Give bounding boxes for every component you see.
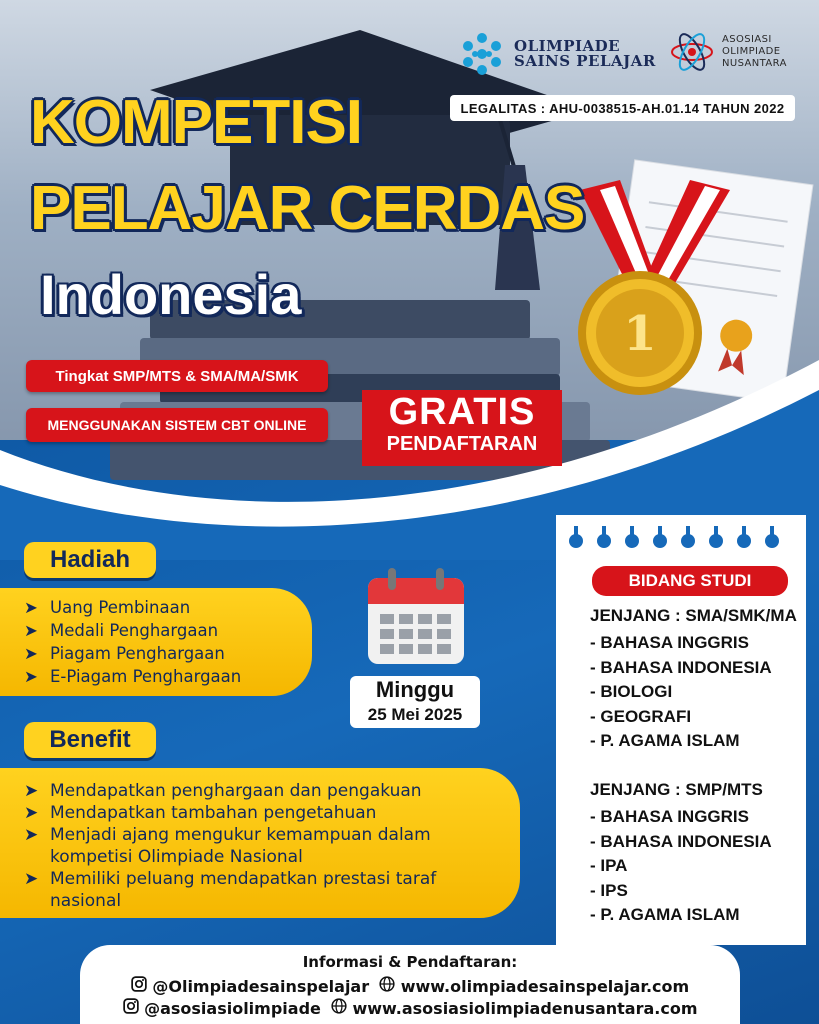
- event-date-value: 25 Mei 2025: [350, 704, 480, 728]
- arrow-icon: ➤: [24, 598, 38, 617]
- arrow-icon: ➤: [24, 644, 38, 663]
- list-item: ➤ Medali Penghargaan: [24, 621, 219, 640]
- jenjang-smp-heading: JENJANG : SMP/MTS: [590, 780, 763, 799]
- gratis-label: GRATIS: [388, 391, 536, 433]
- list-item: - P. AGAMA ISLAM: [590, 905, 740, 924]
- arrow-icon: ➤: [24, 667, 38, 686]
- tingkat-pill: Tingkat SMP/MTS & SMA/MA/SMK: [26, 360, 328, 392]
- event-date: [350, 676, 480, 728]
- medal-number: 1: [623, 306, 657, 362]
- list-item: ➤ Memiliki peluang mendapatkan prestasi taraf nasional: [24, 869, 437, 911]
- hadiah-heading: Hadiah: [24, 542, 156, 578]
- arrow-icon: ➤: [24, 621, 38, 640]
- gratis-pendaftaran-badge: [362, 390, 562, 466]
- instagram-link[interactable]: @asosiasiolimpiade: [123, 998, 321, 1018]
- globe-icon: [379, 976, 395, 992]
- list-item: - IPA: [590, 856, 628, 875]
- atom-icon: [670, 30, 714, 74]
- instagram-icon: [123, 998, 139, 1014]
- aon-logo-line3: NUSANTARA: [722, 58, 787, 69]
- list-item: - GEOGRAFI: [590, 706, 692, 726]
- bidang-studi-heading: BIDANG STUDI: [592, 566, 788, 596]
- osp-logo-line1: OLIMPIADE: [514, 37, 621, 55]
- instagram-icon: [131, 976, 147, 992]
- list-item: ➤ Piagam Penghargaan: [24, 644, 225, 663]
- footer-title: Informasi & Pendaftaran:: [302, 953, 518, 971]
- list-item: - BAHASA INGGRIS: [590, 633, 749, 652]
- list-item: - P. AGAMA ISLAM: [590, 731, 740, 750]
- list-item: ➤ Mendapatkan penghargaan dan pengakuan: [24, 781, 422, 801]
- globe-icon: [331, 998, 347, 1014]
- olimpiade-sains-pelajar-logo: [458, 30, 656, 78]
- instagram-link[interactable]: @Olimpiadesainspelajar: [131, 976, 369, 996]
- calendar-icon: [366, 566, 466, 666]
- pendaftaran-label: PENDAFTARAN: [386, 433, 538, 455]
- benefit-list: [24, 780, 494, 912]
- title-line-3: Indonesia: [40, 263, 302, 326]
- list-item: - BAHASA INDONESIA: [590, 657, 772, 677]
- list-item: ➤ E-Piagam Penghargaan: [24, 667, 242, 686]
- footer-contact-row: [80, 998, 740, 1018]
- list-item: - BIOLOGI: [590, 682, 673, 701]
- benefit-heading: Benefit: [24, 722, 156, 758]
- arrow-icon: ➤: [24, 869, 39, 889]
- title-line-2: PELAJAR CERDAS: [30, 174, 585, 243]
- sma-subject-list: [590, 631, 772, 754]
- event-day: Minggu: [350, 676, 480, 704]
- list-item: - BAHASA INGGRIS: [590, 807, 749, 826]
- hadiah-list: [24, 596, 241, 688]
- arrow-icon: ➤: [24, 803, 39, 823]
- molecule-icon: [458, 30, 506, 78]
- title-line-1: KOMPETISI: [30, 88, 363, 157]
- arrow-icon: ➤: [24, 781, 39, 801]
- website-link[interactable]: www.olimpiadesainspelajar.com: [379, 976, 689, 996]
- list-item: - BAHASA INDONESIA: [590, 831, 772, 851]
- list-item: ➤ Menjadi ajang mengukur kemampuan dalam kompetisi Olimpiade Nasional: [24, 825, 431, 867]
- footer-contact-row: [80, 976, 740, 996]
- aon-logo-line2: OLIMPIADE: [722, 46, 781, 57]
- notebook-rings: [564, 526, 800, 556]
- website-link[interactable]: www.asosiasiolimpiadenusantara.com: [331, 998, 698, 1018]
- legalitas-label: LEGALITAS : AHU-0038515-AH.01.14 TAHUN 2022: [450, 95, 795, 121]
- list-item: - IPS: [590, 880, 628, 900]
- cbt-pill: MENGGUNAKAN SISTEM CBT ONLINE: [26, 408, 328, 442]
- list-item: ➤ Uang Pembinaan: [24, 598, 191, 617]
- aon-logo-line1: ASOSIASI: [722, 34, 772, 45]
- osp-logo-line2: SAINS PELAJAR: [514, 52, 656, 70]
- list-item: ➤ Mendapatkan tambahan pengetahuan: [24, 803, 377, 823]
- smp-subject-list: [590, 805, 772, 928]
- jenjang-sma-heading: JENJANG : SMA/SMK/MA: [590, 606, 797, 625]
- asosiasi-olimpiade-nusantara-logo: [670, 30, 787, 74]
- arrow-icon: ➤: [24, 825, 39, 845]
